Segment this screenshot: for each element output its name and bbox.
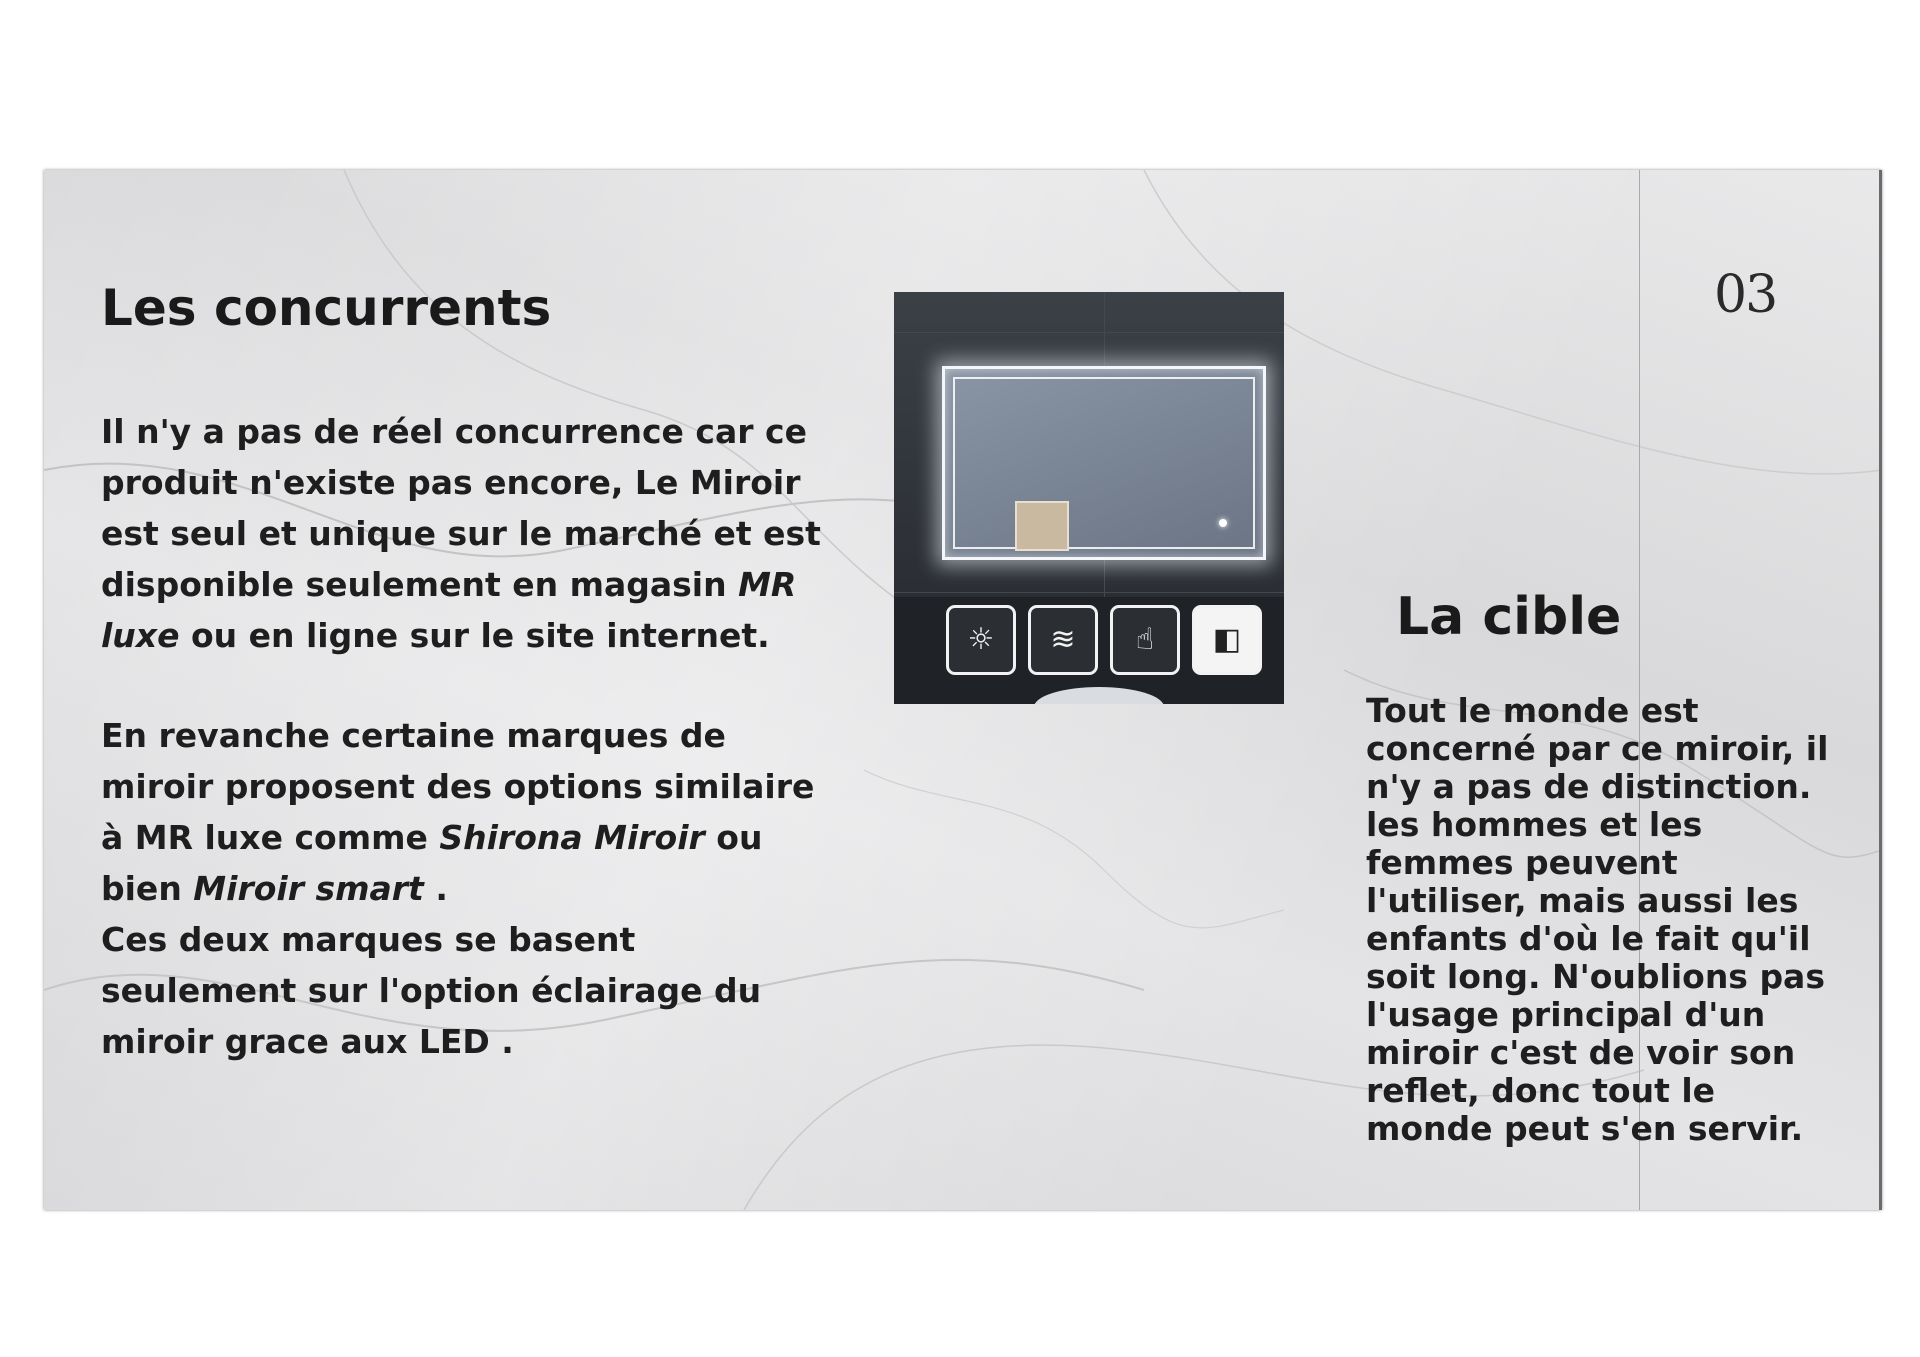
- p2-line-2: Ces deux marques se basent seulement sur l'option éclairage du miroir grace aux LED .: [101, 920, 762, 1061]
- target-paragraph: Tout le monde est concerné par ce miroir, il n'y a pas de distinction. les hommes et les femmes peuvent l'utiliser, mais aussi les enfants d'où le fait qu'il soit long. N'oublions pas l'usage principal d'un miroir c'est de voir son reflet, donc tout le monde peut s'en servir.: [1366, 691, 1829, 1148]
- bulb-icon: ☼: [946, 605, 1016, 675]
- p2-brand-miroir-smart: Miroir smart: [193, 869, 424, 908]
- p2-text-c: .: [423, 869, 448, 908]
- page-number: 03: [1714, 265, 1777, 325]
- shelf-reflection: [1015, 501, 1069, 551]
- product-photo: [894, 292, 1284, 704]
- p1-text-b: ou en ligne sur le site internet.: [179, 616, 770, 655]
- size-icon: ◧: [1192, 605, 1262, 675]
- defog-icon: ≋: [1028, 605, 1098, 675]
- competitors-paragraph-1: [101, 406, 821, 661]
- p1-text-a: Il n'y a pas de réel concurrence car ce produit n'existe pas encore, Le Miroir est seul et unique sur le marché et est disponible seulement en magasin: [101, 412, 821, 604]
- p2-text-b: ou bien: [101, 818, 763, 908]
- led-mirror: [942, 366, 1266, 560]
- section-title-target: La cible: [1396, 587, 1622, 647]
- p1-brand-mr-luxe: MR luxe: [101, 565, 797, 655]
- slide-edge: [1879, 170, 1882, 1210]
- p2-text-a: En revanche certaine marques de miroir proposent des options similaire à MR luxe comme: [101, 716, 815, 857]
- slide: [44, 170, 1882, 1210]
- p2-brand-shirona: Shirona Miroir: [439, 818, 705, 857]
- competitors-paragraph-2: [101, 710, 821, 1067]
- touch-sensor-dot: [1219, 519, 1227, 527]
- touch-icon: ☝: [1110, 605, 1180, 675]
- section-title-competitors: Les concurrents: [101, 279, 552, 337]
